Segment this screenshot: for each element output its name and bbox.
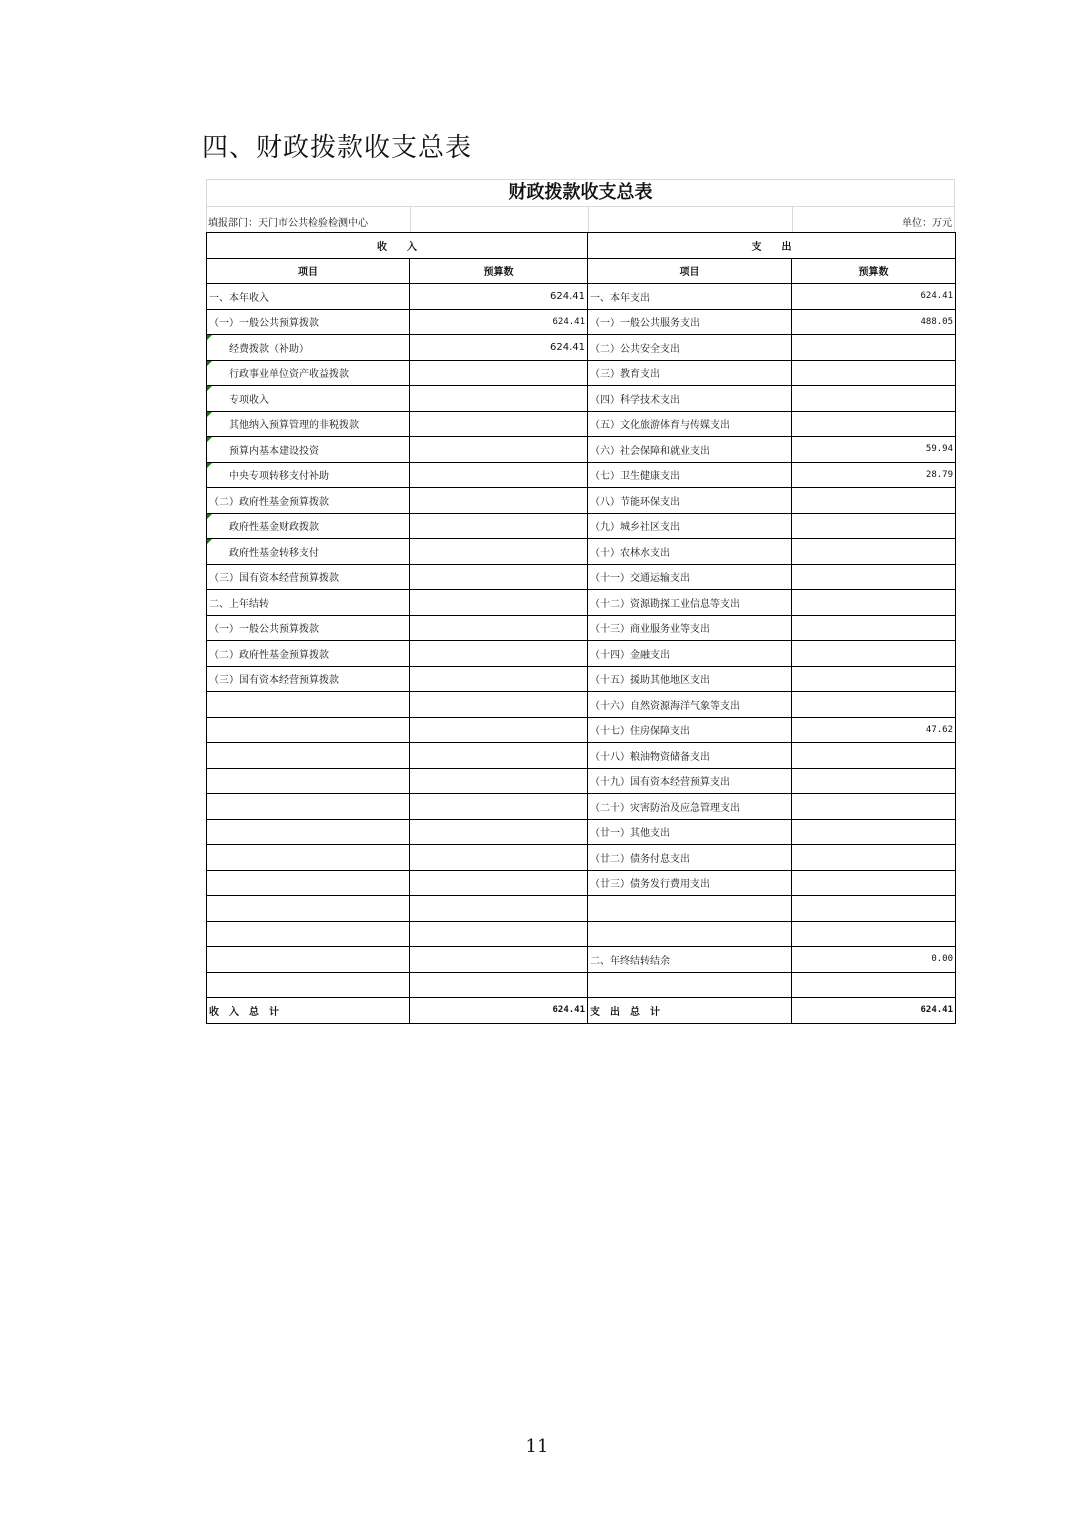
income-item-cell: （二）政府性基金预算拨款 bbox=[207, 641, 410, 667]
table-row bbox=[207, 513, 956, 539]
income-value-cell bbox=[410, 437, 588, 463]
income-value-cell bbox=[410, 386, 588, 412]
expense-item-cell: （十九）国有资本经营预算支出 bbox=[588, 768, 792, 794]
table-title: 财政拨款收支总表 bbox=[206, 179, 955, 206]
income-item-cell: （一）一般公共预算拨款 bbox=[207, 615, 410, 641]
expense-item-cell: 二、年终结转结余 bbox=[588, 947, 792, 973]
table-row bbox=[207, 870, 956, 896]
table-row bbox=[207, 564, 956, 590]
income-item-cell: 中央专项转移支付补助 bbox=[207, 462, 410, 488]
income-value-cell bbox=[410, 564, 588, 590]
expense-item-cell: （十五）援助其他地区支出 bbox=[588, 666, 792, 692]
income-total-label: 收 入 总 计 bbox=[207, 998, 410, 1024]
table-row bbox=[207, 972, 956, 998]
expense-value-cell bbox=[792, 641, 956, 667]
expense-item-cell bbox=[588, 896, 792, 922]
unit-label: 单位：万元 bbox=[902, 218, 952, 229]
expense-value-cell bbox=[792, 743, 956, 769]
expense-item-header: 项目 bbox=[588, 258, 792, 284]
table-row bbox=[207, 335, 956, 361]
column-header-row bbox=[207, 258, 956, 284]
expense-value-cell bbox=[792, 794, 956, 820]
expense-value-cell bbox=[792, 615, 956, 641]
income-item-cell: （一）一般公共预算拨款 bbox=[207, 309, 410, 335]
table-row bbox=[207, 947, 956, 973]
income-item-cell bbox=[207, 692, 410, 718]
expense-value-cell bbox=[792, 768, 956, 794]
expense-value-cell: 488.05 bbox=[792, 309, 956, 335]
expense-value-cell bbox=[792, 870, 956, 896]
table-row bbox=[207, 666, 956, 692]
budget-sheet bbox=[206, 179, 955, 1024]
table-row bbox=[207, 768, 956, 794]
income-item-cell bbox=[207, 972, 410, 998]
table-row bbox=[207, 488, 956, 514]
expense-value-cell bbox=[792, 896, 956, 922]
income-item-cell: （二）政府性基金预算拨款 bbox=[207, 488, 410, 514]
income-value-cell bbox=[410, 896, 588, 922]
income-value-cell bbox=[410, 794, 588, 820]
table-row bbox=[207, 845, 956, 871]
expense-value-cell bbox=[792, 666, 956, 692]
budget-table bbox=[206, 232, 956, 1024]
expense-item-cell: （四）科学技术支出 bbox=[588, 386, 792, 412]
income-header: 收 入 bbox=[207, 233, 588, 259]
table-row bbox=[207, 921, 956, 947]
income-item-cell: 行政事业单位资产收益拨款 bbox=[207, 360, 410, 386]
meta-divider bbox=[410, 207, 411, 232]
income-value-cell bbox=[410, 411, 588, 437]
expense-item-cell: （三）教育支出 bbox=[588, 360, 792, 386]
table-row bbox=[207, 462, 956, 488]
expense-value-cell bbox=[792, 411, 956, 437]
income-value-cell bbox=[410, 590, 588, 616]
income-value-cell bbox=[410, 845, 588, 871]
expense-value-cell: 47.62 bbox=[792, 717, 956, 743]
income-value-cell: 624.41 bbox=[410, 309, 588, 335]
income-budget-header: 预算数 bbox=[410, 258, 588, 284]
income-item-cell bbox=[207, 896, 410, 922]
expense-value-cell: 59.94 bbox=[792, 437, 956, 463]
income-item-cell bbox=[207, 947, 410, 973]
income-value-cell bbox=[410, 360, 588, 386]
expense-item-cell: （十二）资源勘探工业信息等支出 bbox=[588, 590, 792, 616]
income-value-cell bbox=[410, 743, 588, 769]
expense-value-cell bbox=[792, 921, 956, 947]
expense-value-cell bbox=[792, 972, 956, 998]
page-number: 11 bbox=[525, 1436, 549, 1457]
expense-item-cell: （廿二）债务付息支出 bbox=[588, 845, 792, 871]
table-row bbox=[207, 896, 956, 922]
expense-item-cell bbox=[588, 921, 792, 947]
income-item-cell: 经费拨款（补助） bbox=[207, 335, 410, 361]
income-item-cell: （三）国有资本经营预算拨款 bbox=[207, 564, 410, 590]
meta-divider bbox=[792, 207, 793, 232]
income-item-cell: 二、上年结转 bbox=[207, 590, 410, 616]
table-row bbox=[207, 411, 956, 437]
income-value-cell: 624.41 bbox=[410, 284, 588, 310]
table-row bbox=[207, 615, 956, 641]
expense-value-cell bbox=[792, 488, 956, 514]
income-item-cell bbox=[207, 794, 410, 820]
income-value-cell bbox=[410, 947, 588, 973]
expense-item-cell: （廿三）债务发行费用支出 bbox=[588, 870, 792, 896]
sheet-meta-row bbox=[206, 206, 955, 232]
income-item-cell: 政府性基金转移支付 bbox=[207, 539, 410, 565]
expense-value-cell bbox=[792, 564, 956, 590]
table-row bbox=[207, 539, 956, 565]
income-item-cell: 其他纳入预算管理的非税拨款 bbox=[207, 411, 410, 437]
expense-item-cell: （二十）灾害防治及应急管理支出 bbox=[588, 794, 792, 820]
income-value-cell bbox=[410, 462, 588, 488]
expense-item-cell: （十一）交通运输支出 bbox=[588, 564, 792, 590]
income-value-cell: 624.41 bbox=[410, 335, 588, 361]
income-item-cell: 预算内基本建设投资 bbox=[207, 437, 410, 463]
income-value-cell bbox=[410, 717, 588, 743]
expense-item-cell bbox=[588, 972, 792, 998]
expense-value-cell bbox=[792, 819, 956, 845]
income-item-cell: 政府性基金财政拨款 bbox=[207, 513, 410, 539]
expense-budget-header: 预算数 bbox=[792, 258, 956, 284]
income-value-cell bbox=[410, 692, 588, 718]
expense-total-value: 624.41 bbox=[792, 998, 956, 1024]
expense-item-cell: （八）节能环保支出 bbox=[588, 488, 792, 514]
expense-value-cell: 0.00 bbox=[792, 947, 956, 973]
expense-header: 支 出 bbox=[588, 233, 956, 259]
income-value-cell bbox=[410, 921, 588, 947]
income-item-cell bbox=[207, 768, 410, 794]
section-header-row bbox=[207, 233, 956, 259]
income-item-cell bbox=[207, 870, 410, 896]
income-item-cell bbox=[207, 819, 410, 845]
expense-item-cell: （六）社会保障和就业支出 bbox=[588, 437, 792, 463]
total-row bbox=[207, 998, 956, 1024]
table-row bbox=[207, 590, 956, 616]
expense-value-cell bbox=[792, 335, 956, 361]
income-value-cell bbox=[410, 666, 588, 692]
expense-item-cell: （七）卫生健康支出 bbox=[588, 462, 792, 488]
income-item-header: 项目 bbox=[207, 258, 410, 284]
expense-value-cell bbox=[792, 386, 956, 412]
expense-value-cell bbox=[792, 590, 956, 616]
expense-item-cell: （十）农林水支出 bbox=[588, 539, 792, 565]
expense-item-cell: （一）一般公共服务支出 bbox=[588, 309, 792, 335]
page-heading: 四、财政拨款收支总表 bbox=[202, 133, 473, 163]
table-row bbox=[207, 641, 956, 667]
table-row bbox=[207, 360, 956, 386]
table-row bbox=[207, 692, 956, 718]
income-item-cell: 一、本年收入 bbox=[207, 284, 410, 310]
income-value-cell bbox=[410, 513, 588, 539]
table-row bbox=[207, 717, 956, 743]
income-item-cell bbox=[207, 921, 410, 947]
expense-item-cell: （二）公共安全支出 bbox=[588, 335, 792, 361]
expense-item-cell: 一、本年支出 bbox=[588, 284, 792, 310]
income-item-cell: （三）国有资本经营预算拨款 bbox=[207, 666, 410, 692]
income-value-cell bbox=[410, 615, 588, 641]
income-total-value: 624.41 bbox=[410, 998, 588, 1024]
meta-divider bbox=[588, 207, 589, 232]
expense-value-cell bbox=[792, 360, 956, 386]
dept-label: 填报部门：天门市公共检验检测中心 bbox=[208, 218, 368, 229]
expense-value-cell bbox=[792, 692, 956, 718]
expense-item-cell: （十七）住房保障支出 bbox=[588, 717, 792, 743]
table-row bbox=[207, 437, 956, 463]
income-value-cell bbox=[410, 768, 588, 794]
table-row bbox=[207, 794, 956, 820]
expense-value-cell: 28.79 bbox=[792, 462, 956, 488]
table-row bbox=[207, 743, 956, 769]
income-value-cell bbox=[410, 488, 588, 514]
income-value-cell bbox=[410, 972, 588, 998]
table-row bbox=[207, 284, 956, 310]
expense-total-label: 支 出 总 计 bbox=[588, 998, 792, 1024]
expense-item-cell: （廿一）其他支出 bbox=[588, 819, 792, 845]
table-row bbox=[207, 386, 956, 412]
income-value-cell bbox=[410, 819, 588, 845]
table-row bbox=[207, 309, 956, 335]
income-item-cell bbox=[207, 743, 410, 769]
expense-item-cell: （十六）自然资源海洋气象等支出 bbox=[588, 692, 792, 718]
income-item-cell bbox=[207, 717, 410, 743]
income-value-cell bbox=[410, 641, 588, 667]
table-row bbox=[207, 819, 956, 845]
expense-value-cell: 624.41 bbox=[792, 284, 956, 310]
income-item-cell: 专项收入 bbox=[207, 386, 410, 412]
expense-item-cell: （十四）金融支出 bbox=[588, 641, 792, 667]
income-item-cell bbox=[207, 845, 410, 871]
income-value-cell bbox=[410, 870, 588, 896]
expense-item-cell: （五）文化旅游体育与传媒支出 bbox=[588, 411, 792, 437]
expense-value-cell bbox=[792, 845, 956, 871]
expense-item-cell: （十八）粮油物资储备支出 bbox=[588, 743, 792, 769]
expense-value-cell bbox=[792, 513, 956, 539]
expense-item-cell: （九）城乡社区支出 bbox=[588, 513, 792, 539]
expense-item-cell: （十三）商业服务业等支出 bbox=[588, 615, 792, 641]
expense-value-cell bbox=[792, 539, 956, 565]
income-value-cell bbox=[410, 539, 588, 565]
